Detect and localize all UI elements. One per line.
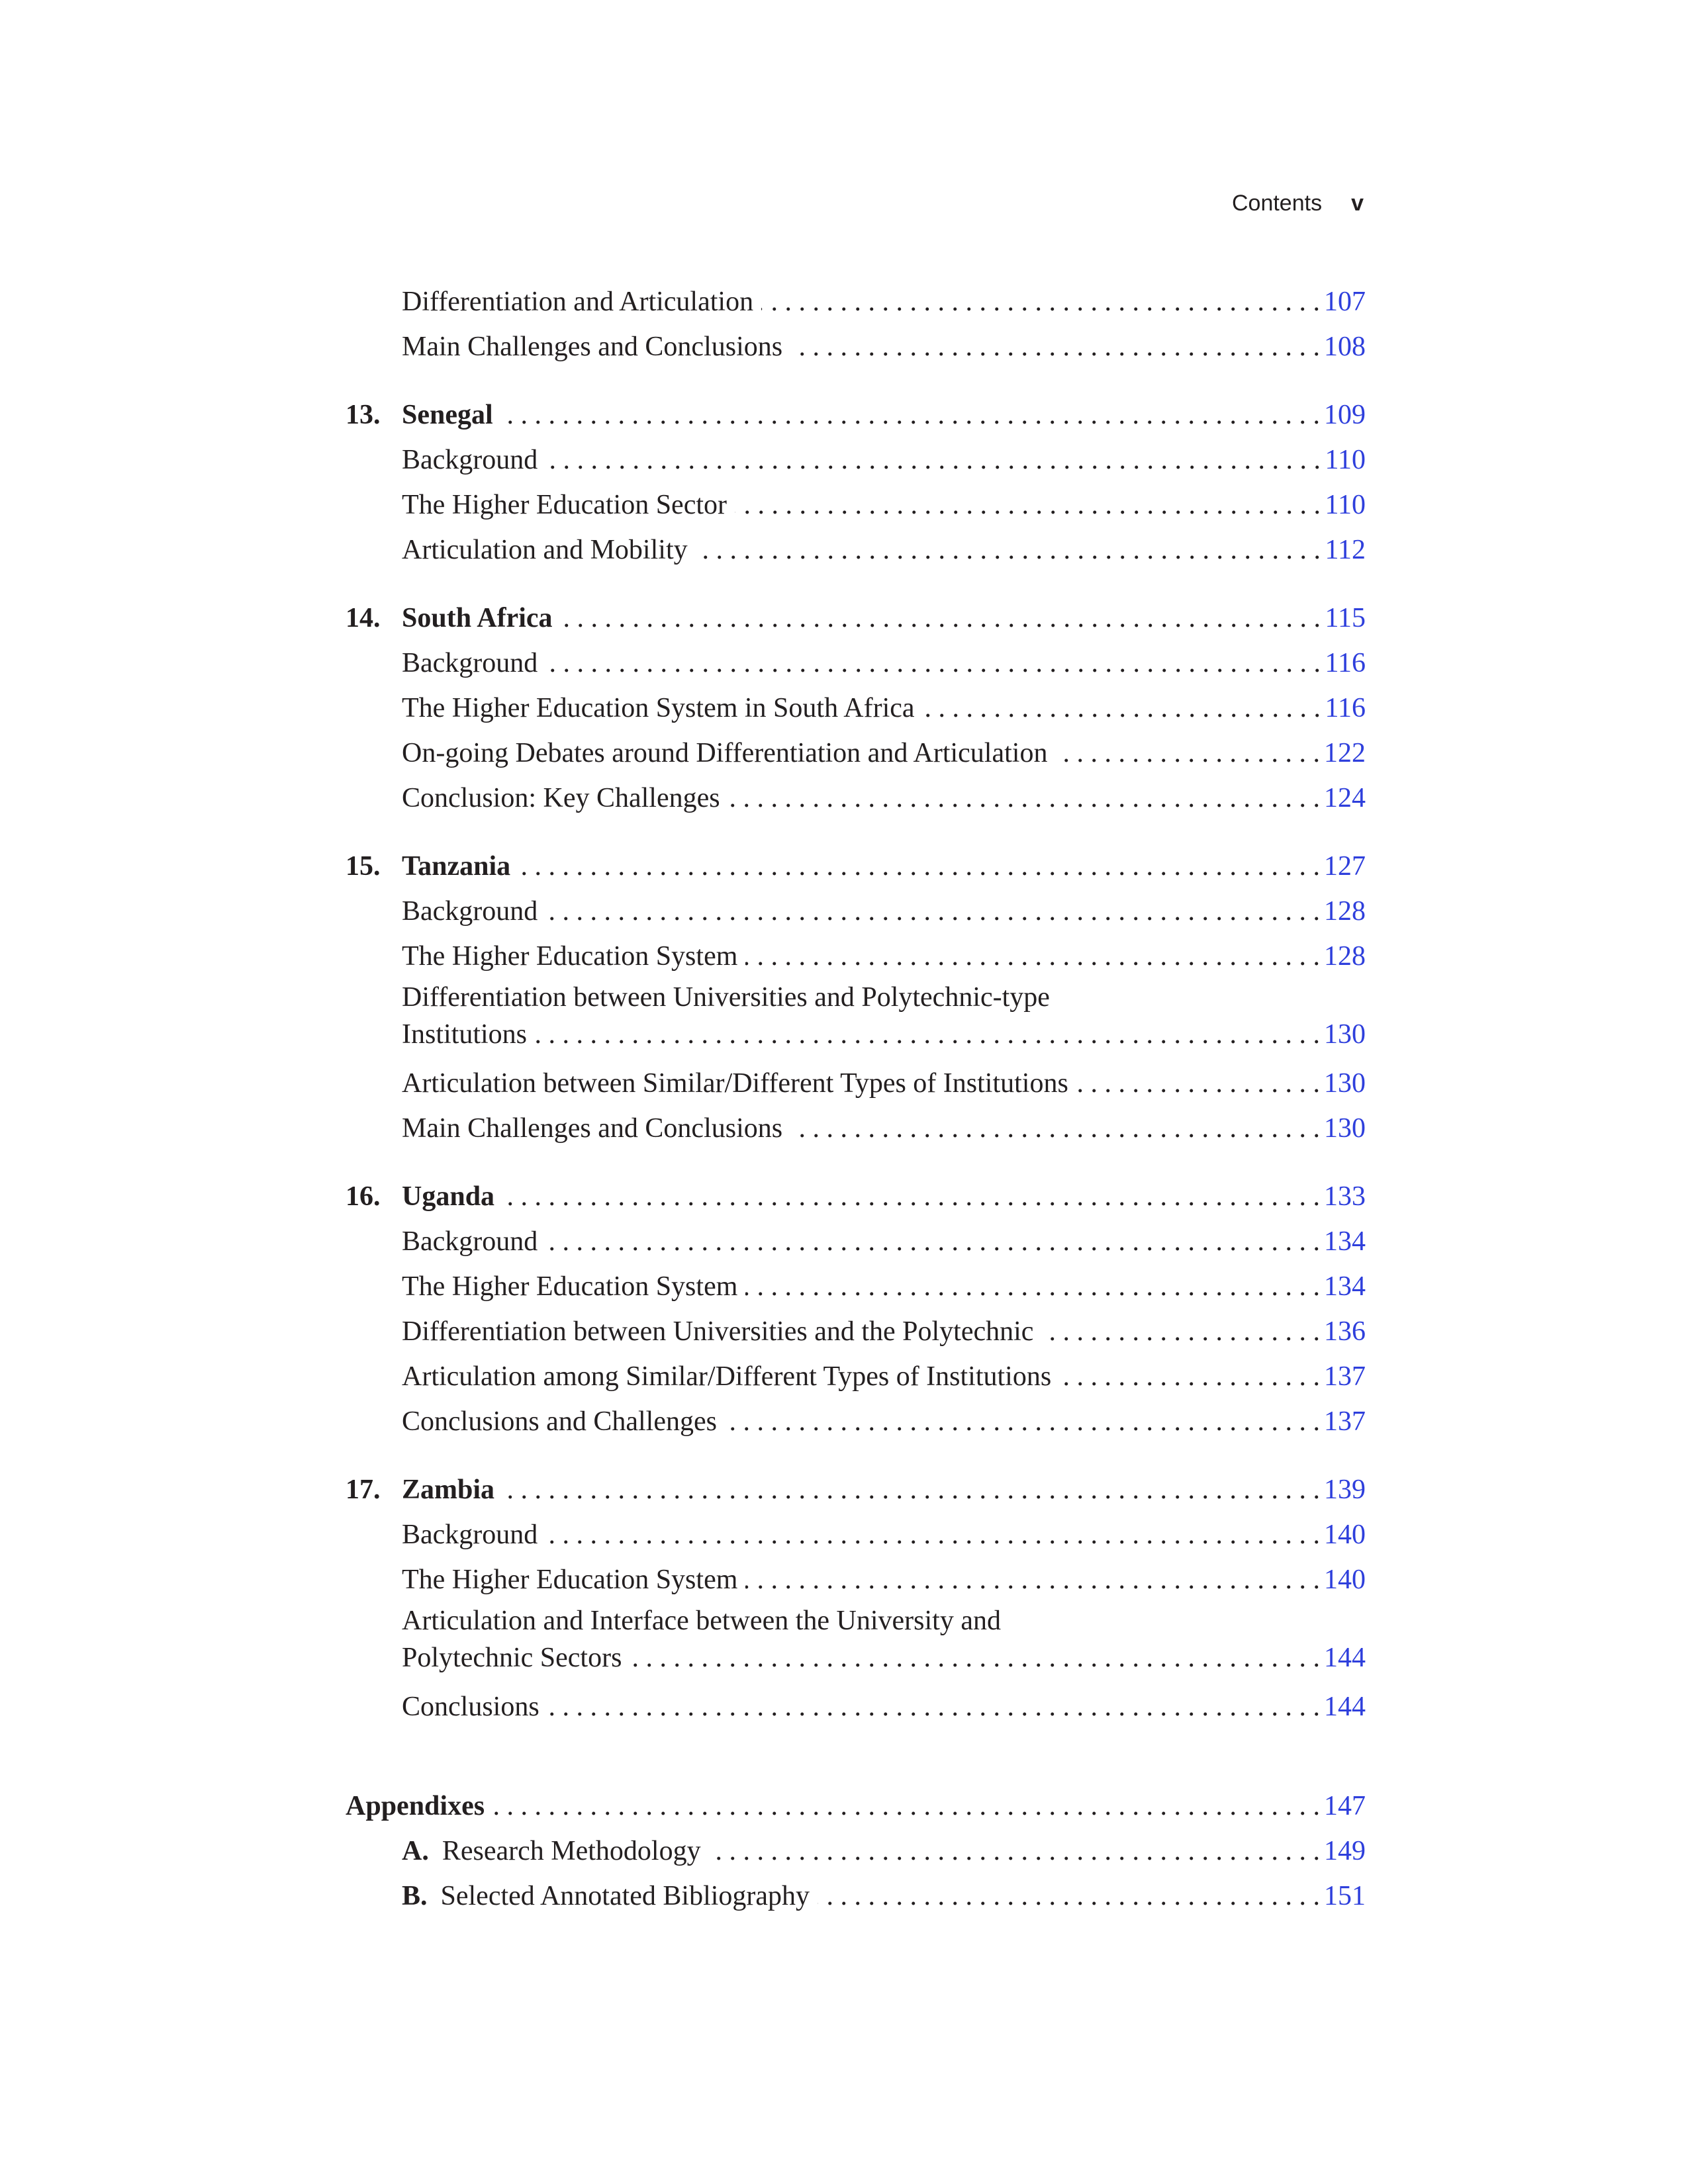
dot-leader xyxy=(492,1784,1320,1829)
toc-entry-title-line1: Differentiation between Universities and Polytechnic-type xyxy=(402,982,1050,1013)
toc-page-link[interactable]: 137 xyxy=(1324,1361,1366,1392)
toc-chapter-14[interactable] xyxy=(346,596,1366,641)
toc-page-link[interactable]: 128 xyxy=(1324,896,1366,927)
dot-leader xyxy=(561,596,1321,641)
chapter-number: 16. xyxy=(346,1181,381,1212)
toc-entry-title: The Higher Education Sector xyxy=(402,490,727,520)
toc-page-link[interactable]: 151 xyxy=(1324,1881,1366,1911)
appendixes-title: Appendixes xyxy=(346,1791,485,1821)
dot-leader xyxy=(545,1219,1320,1264)
toc-entry-title: Conclusion: Key Challenges xyxy=(402,783,720,813)
toc-entry[interactable] xyxy=(346,279,1366,324)
toc-page-link[interactable]: 107 xyxy=(1324,287,1366,317)
toc-entry-title: Background xyxy=(402,445,538,475)
dot-leader xyxy=(745,934,1320,979)
toc-entry-title: Differentiation between Universities and the Polytechnic xyxy=(402,1316,1034,1347)
dot-leader xyxy=(735,482,1321,527)
toc-chapter-17[interactable] xyxy=(346,1467,1366,1512)
dot-leader xyxy=(518,844,1320,889)
toc-page-link[interactable]: 140 xyxy=(1324,1565,1366,1595)
toc-entry-title: Background xyxy=(402,1520,538,1550)
toc-chapter-13[interactable] xyxy=(346,392,1366,437)
chapter-title: Uganda xyxy=(402,1181,495,1212)
toc-entry[interactable] xyxy=(346,1309,1366,1354)
toc-page-link[interactable]: 112 xyxy=(1325,535,1366,565)
toc-page-link[interactable]: 110 xyxy=(1325,445,1366,475)
dot-leader xyxy=(696,527,1321,572)
chapter-title: Tanzania xyxy=(402,851,511,882)
toc-entry[interactable] xyxy=(346,437,1366,482)
dot-leader xyxy=(1076,1061,1320,1106)
toc-entry[interactable] xyxy=(346,1016,1366,1053)
toc-page-link[interactable]: 130 xyxy=(1324,1113,1366,1144)
toc-entry[interactable] xyxy=(346,1264,1366,1309)
toc-entry-title: Main Challenges and Conclusions xyxy=(402,332,783,362)
toc-entry-title: The Higher Education System xyxy=(402,1271,738,1302)
toc-entry[interactable] xyxy=(346,482,1366,527)
dot-leader xyxy=(923,686,1321,731)
toc-entry[interactable] xyxy=(346,1061,1366,1106)
toc-page-link[interactable]: 116 xyxy=(1325,693,1366,723)
toc-page-link[interactable]: 137 xyxy=(1324,1406,1366,1437)
toc-entry[interactable] xyxy=(346,1354,1366,1399)
toc-page-link[interactable]: 144 xyxy=(1324,1643,1366,1673)
toc-page-link[interactable]: 140 xyxy=(1324,1520,1366,1550)
chapter-title: South Africa xyxy=(402,603,553,633)
toc-page-link[interactable]: 139 xyxy=(1324,1475,1366,1505)
toc-entry-title: Articulation between Similar/Different Types of Institutions xyxy=(402,1068,1068,1099)
chapter-number: 14. xyxy=(346,603,381,633)
dot-leader xyxy=(745,1557,1320,1602)
appendix-letter: A. xyxy=(402,1836,429,1866)
dot-leader xyxy=(502,1467,1320,1512)
toc-entry[interactable] xyxy=(346,686,1366,731)
toc-entry-title-line1: Articulation and Interface between the University and xyxy=(402,1606,1001,1636)
toc-entry-title: Differentiation and Articulation xyxy=(402,287,754,317)
toc-entry[interactable] xyxy=(346,527,1366,572)
toc-chapter-16[interactable] xyxy=(346,1174,1366,1219)
dot-leader xyxy=(728,776,1320,821)
toc-appendix-a[interactable] xyxy=(346,1829,1366,1874)
running-head xyxy=(1232,191,1364,216)
toc-appendixes[interactable] xyxy=(346,1784,1366,1829)
chapter-number: 15. xyxy=(346,851,381,882)
dot-leader xyxy=(545,1512,1320,1557)
toc-page-link[interactable]: 130 xyxy=(1324,1068,1366,1099)
toc-page-link[interactable]: 130 xyxy=(1324,1019,1366,1050)
chapter-title: Senegal xyxy=(402,400,493,430)
toc-page-link[interactable]: 124 xyxy=(1324,783,1366,813)
toc-page-link[interactable]: 127 xyxy=(1324,851,1366,882)
toc-page-link[interactable]: 133 xyxy=(1324,1181,1366,1212)
toc-entry-title: Research Methodology xyxy=(442,1836,701,1866)
dot-leader xyxy=(545,437,1321,482)
dot-leader xyxy=(1059,1354,1320,1399)
toc-entry-title: The Higher Education System in South Africa xyxy=(402,693,915,723)
toc-entry-title: Conclusions xyxy=(402,1692,539,1722)
chapter-title: Zambia xyxy=(402,1475,495,1505)
toc-entry-title: On-going Debates around Differentiation and Articulation xyxy=(402,738,1048,768)
dot-leader xyxy=(761,279,1320,324)
running-head-label: Contents xyxy=(1231,191,1323,216)
dot-leader xyxy=(630,1639,1320,1676)
toc-entry[interactable] xyxy=(346,1684,1366,1729)
toc-entry[interactable] xyxy=(346,776,1366,821)
dot-leader xyxy=(745,1264,1320,1309)
toc-entry-title: Articulation among Similar/Different Types of Institutions xyxy=(402,1361,1052,1392)
chapter-number: 13. xyxy=(346,400,381,430)
toc-page-link[interactable]: 134 xyxy=(1324,1226,1366,1257)
toc-page-link[interactable]: 134 xyxy=(1324,1271,1366,1302)
dot-leader xyxy=(502,1174,1320,1219)
dot-leader xyxy=(535,1016,1320,1053)
toc-page-link[interactable]: 108 xyxy=(1324,332,1366,362)
toc-page-link[interactable]: 116 xyxy=(1325,648,1366,678)
toc-entry-title: Background xyxy=(402,1226,538,1257)
toc-entry[interactable] xyxy=(346,1106,1366,1151)
toc-entry[interactable] xyxy=(346,1557,1366,1602)
toc-page-link[interactable]: 144 xyxy=(1324,1692,1366,1722)
toc-page-link[interactable]: 147 xyxy=(1324,1791,1366,1821)
toc-entry-title: Main Challenges and Conclusions xyxy=(402,1113,783,1144)
toc-entry-title: Articulation and Mobility xyxy=(402,535,688,565)
toc-page-link[interactable]: 110 xyxy=(1325,490,1366,520)
dot-leader xyxy=(1041,1309,1320,1354)
toc-page-link[interactable]: 122 xyxy=(1324,738,1366,768)
dot-leader xyxy=(545,641,1321,686)
toc-entry-title: Background xyxy=(402,648,538,678)
dot-leader xyxy=(709,1829,1320,1874)
dot-leader xyxy=(547,1684,1320,1729)
toc-entry[interactable] xyxy=(346,1219,1366,1264)
dot-leader xyxy=(818,1874,1320,1919)
toc-page-link[interactable]: 149 xyxy=(1324,1836,1366,1866)
toc-entry-title-line2: Polytechnic Sectors xyxy=(402,1643,622,1673)
toc-page-link[interactable]: 136 xyxy=(1324,1316,1366,1347)
toc-entry[interactable] xyxy=(346,889,1366,934)
toc-page-link[interactable]: 109 xyxy=(1324,400,1366,430)
dot-leader xyxy=(725,1399,1320,1444)
page-folio: v xyxy=(1351,191,1364,216)
dot-leader xyxy=(790,1106,1320,1151)
toc-entry-title: The Higher Education System xyxy=(402,941,738,972)
toc-entry[interactable] xyxy=(346,934,1366,979)
dot-leader xyxy=(545,889,1320,934)
toc-entry-title: Background xyxy=(402,896,538,927)
toc-entry[interactable] xyxy=(346,641,1366,686)
dot-leader xyxy=(501,392,1320,437)
table-of-contents xyxy=(346,279,1366,1919)
toc-entry-title: Conclusions and Challenges xyxy=(402,1406,717,1437)
toc-page-link[interactable]: 128 xyxy=(1324,941,1366,972)
toc-entry[interactable] xyxy=(346,324,1366,369)
dot-leader xyxy=(790,324,1320,369)
toc-chapter-15[interactable] xyxy=(346,844,1366,889)
toc-entry[interactable] xyxy=(346,1639,1366,1676)
appendix-letter: B. xyxy=(402,1881,428,1911)
dot-leader xyxy=(1055,731,1320,776)
toc-entry-title: Selected Annotated Bibliography xyxy=(440,1881,810,1911)
toc-appendix-b[interactable] xyxy=(346,1874,1366,1919)
toc-page-link[interactable]: 115 xyxy=(1325,603,1366,633)
toc-entry[interactable] xyxy=(346,1512,1366,1557)
toc-entry-title-line2: Institutions xyxy=(402,1019,528,1050)
toc-entry-title: The Higher Education System xyxy=(402,1565,738,1595)
toc-entry[interactable] xyxy=(346,731,1366,776)
chapter-number: 17. xyxy=(346,1475,381,1505)
toc-entry[interactable] xyxy=(346,1399,1366,1444)
